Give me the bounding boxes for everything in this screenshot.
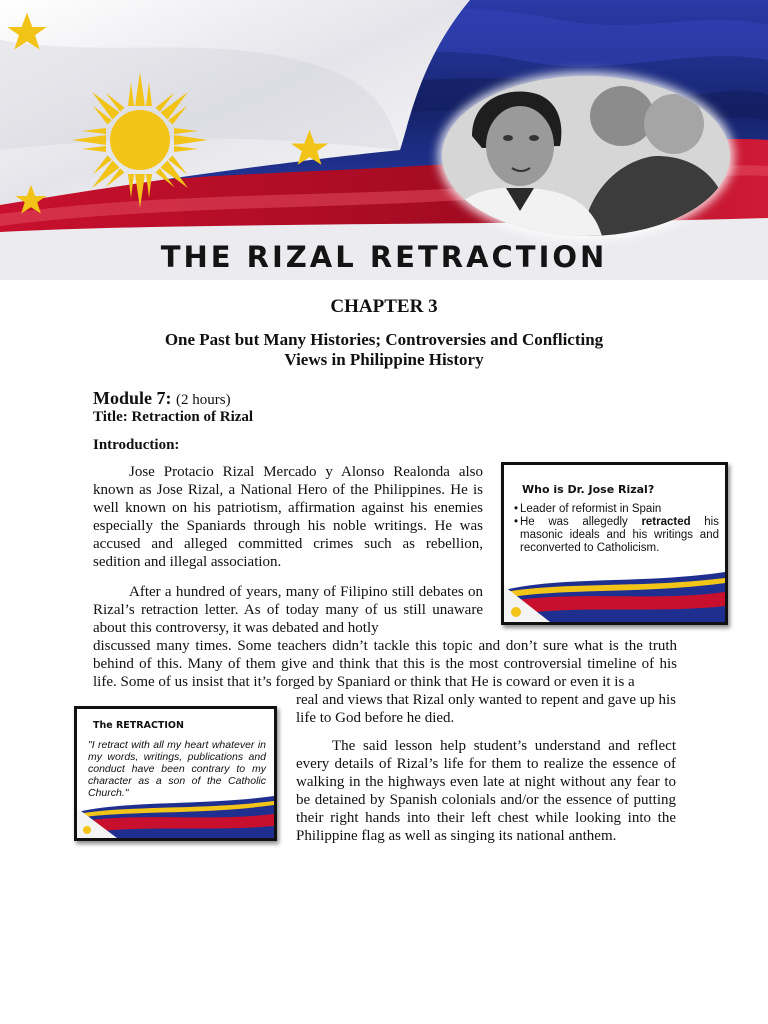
module-heading xyxy=(93,388,231,409)
paragraph-1-text: Jose Protacio Rizal Mercado y Alonso Realonda also known as Jose Rizal, a National Hero of the Philippines. He is well known on his patriotism, affirmation against his enemies especially the Spaniards through his noble writings. He was accused and alleged committed crimes such as rebellion, sedition and illegal association. xyxy=(93,464,483,570)
paragraph-3 xyxy=(296,737,676,845)
bullet-dot: • xyxy=(514,503,519,515)
paragraph-2-text-1: After a hundred of years, many of Filipino still debates on Rizal’s retraction letter. As of today many of us still unaware about this controversy, it was debated and hotly xyxy=(93,584,483,636)
module-hours: (2 hours) xyxy=(176,392,231,408)
portrait-image xyxy=(442,76,730,236)
bullet-2-bold: retracted xyxy=(641,516,691,528)
who-is-rizal-card xyxy=(501,462,728,625)
bullet-dot: • xyxy=(514,516,519,528)
bullet-item xyxy=(514,516,719,555)
retraction-card-title: The RETRACTION xyxy=(93,720,184,731)
header-banner xyxy=(0,0,768,280)
subtitle-line-1: One Past but Many Histories; Controversies and Conflicting xyxy=(164,330,604,349)
subtitle-line-2: Views in Philippine History xyxy=(284,350,484,369)
introduction-heading: Introduction: xyxy=(93,437,180,453)
paragraph-1 xyxy=(93,463,483,571)
bullet-2-after: his masonic ideals and his writings and reconverted to Catholicism. xyxy=(520,516,719,554)
bullet-2-text xyxy=(520,516,719,555)
retraction-quote-card xyxy=(74,706,277,841)
chapter-heading: CHAPTER 3 xyxy=(330,296,438,317)
banner-title: THE RIZAL RETRACTION xyxy=(160,240,608,274)
bullet-item xyxy=(514,503,719,516)
chapter-subtitle xyxy=(140,330,628,370)
bullet-1-text: Leader of reformist in Spain xyxy=(520,503,662,515)
who-is-rizal-bullets xyxy=(514,503,719,555)
portrait-illustration xyxy=(442,76,730,236)
paragraph-2-part-3: real and views that Rizal only wanted to repent and gave up his life to God before he died. xyxy=(296,692,676,726)
module-label: Module 7: xyxy=(93,388,172,408)
module-title: Title: Retraction of Rizal xyxy=(93,409,254,425)
retraction-quote-text: "I retract with all my heart whatever in my words, writings, publications and conduct have been contrary to my character as a son of the Catholic Church." xyxy=(88,739,266,799)
paragraph-2-part-1 xyxy=(93,583,483,637)
bullet-2-before: He was allegedly xyxy=(520,516,642,528)
paragraph-3-text: The said lesson help student’s understand and reflect every details of Rizal’s life for them to realize the essence of walking in the highways even late at night without any fear to be detained by Spanish colonials and/or the essence of putting their right hands into their left chest while looking into the Philippine flag as well as singing its national anthem. xyxy=(296,738,676,844)
flag-wave-decoration xyxy=(504,572,725,622)
paragraph-2-part-2: discussed many times. Some teachers didn’t tackle this topic and don’t sure what is the truth behind of this. Many of them give and think that this is the most controversial timeline of his life. Some of us insist that it’s forged by Spaniard or think that He is coward or even it is a xyxy=(93,638,677,690)
flag-wave-decoration xyxy=(77,796,274,838)
who-is-rizal-card-title: Who is Dr. Jose Rizal? xyxy=(522,483,655,496)
